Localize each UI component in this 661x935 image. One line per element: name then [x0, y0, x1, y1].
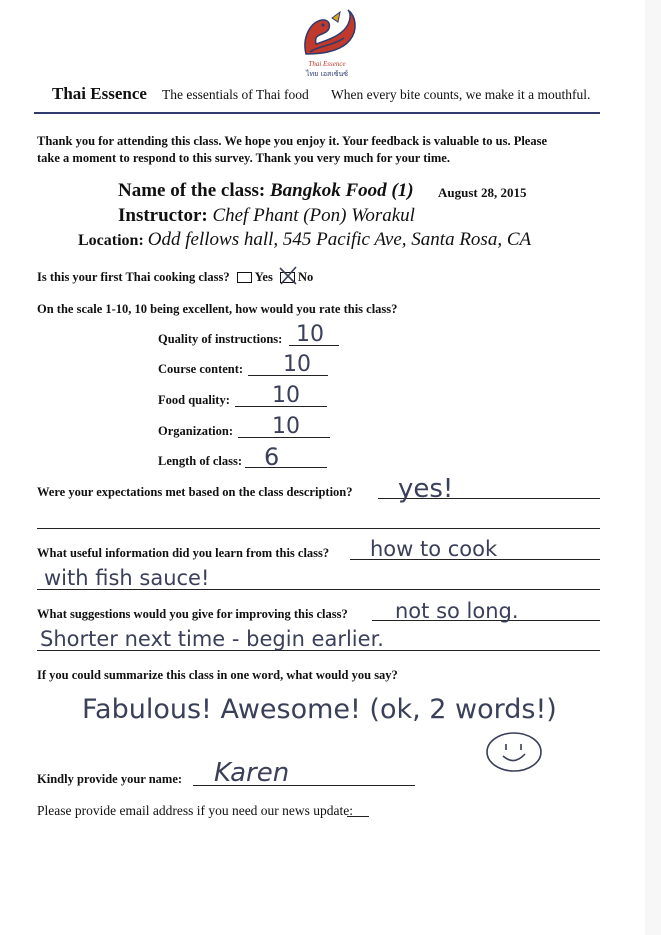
instructor-value: Chef Phant (Pon) Worakul: [212, 205, 415, 226]
class-name-value: Bangkok Food (1): [269, 180, 414, 201]
learned-answer-1[interactable]: how to cook: [370, 537, 498, 561]
instructor-label: Instructor:: [118, 205, 208, 226]
rating-label-content: Course content:: [158, 362, 244, 376]
location-label: Location:: [78, 232, 144, 249]
name-question: Kindly provide your name:: [37, 772, 183, 786]
check-x-icon: [278, 266, 298, 286]
rating-value-organization[interactable]: 10: [272, 414, 300, 439]
smiley-drawing: [484, 730, 544, 774]
email-line: [347, 816, 369, 817]
suggestions-question: What suggestions would you give for improving this class?: [37, 607, 348, 621]
instructor-row: [118, 205, 415, 227]
expectations-question: Were your expectations met based on the class description?: [37, 485, 353, 499]
brand-name: Thai Essence: [52, 84, 147, 103]
rating-value-content[interactable]: 10: [283, 352, 311, 377]
intro-line-1: Thank you for attending this class. We hope you enjoy it. Your feedback is valuable to us. Please: [37, 134, 548, 148]
brand-slogan: When every bite counts, we make it a mouthful.: [331, 87, 591, 102]
learned-question: What useful information did you learn from this class?: [37, 546, 330, 560]
rating-line-length: [245, 467, 327, 468]
scale-question: On the scale 1-10, 10 being excellent, how would you rate this class?: [37, 302, 398, 316]
first-class-question-row: [37, 270, 313, 285]
one-word-answer[interactable]: Fabulous! Awesome! (ok, 2 words!): [82, 694, 557, 725]
brand-tagline: The essentials of Thai food: [162, 87, 309, 102]
learned-answer-2[interactable]: with fish sauce!: [44, 566, 210, 590]
rating-value-quality[interactable]: 10: [296, 322, 324, 347]
location-value: Odd fellows hall, 545 Pacific Ave, Santa Rosa, CA: [147, 229, 532, 250]
smiley-face-icon: [484, 730, 544, 774]
yes-checkbox[interactable]: [237, 272, 252, 283]
logo-text-en: Thai Essence: [308, 60, 346, 68]
no-label: No: [297, 270, 314, 284]
class-date: August 28, 2015: [438, 185, 527, 200]
rating-label-food: Food quality:: [158, 393, 230, 407]
rating-label-length: Length of class:: [158, 454, 243, 468]
suggestions-answer-1[interactable]: not so long.: [395, 599, 519, 623]
rating-label-quality: Quality of instructions:: [158, 332, 283, 346]
email-question: Please provide email address if you need our news update:: [37, 803, 354, 818]
expectations-answer[interactable]: yes!: [398, 474, 454, 504]
yes-label: Yes: [254, 270, 273, 284]
logo-text-th: ไทย เอสเซ้นซ์: [305, 70, 348, 78]
page-edge-shadow: [645, 0, 661, 935]
class-name-row: [118, 180, 414, 202]
swan-logo-icon: [292, 8, 362, 64]
rating-label-organization: Organization:: [158, 424, 233, 438]
location-row: [78, 229, 531, 251]
suggestions-answer-2[interactable]: Shorter next time - begin earlier.: [40, 627, 384, 651]
rating-value-length[interactable]: 6: [264, 443, 280, 471]
one-word-question: If you could summarize this class in one word, what would you say?: [37, 668, 398, 682]
rating-value-food[interactable]: 10: [272, 383, 300, 408]
logo: [292, 8, 362, 80]
class-name-label: Name of the class:: [118, 180, 266, 201]
first-class-question: Is this your first Thai cooking class?: [37, 270, 230, 284]
no-checkbox[interactable]: [280, 272, 295, 283]
expectations-line-2: [37, 528, 600, 529]
name-answer[interactable]: Karen: [214, 758, 290, 788]
header-rule: [34, 112, 600, 114]
intro-line-2: take a moment to respond to this survey. Thank you very much for your time.: [37, 151, 450, 165]
